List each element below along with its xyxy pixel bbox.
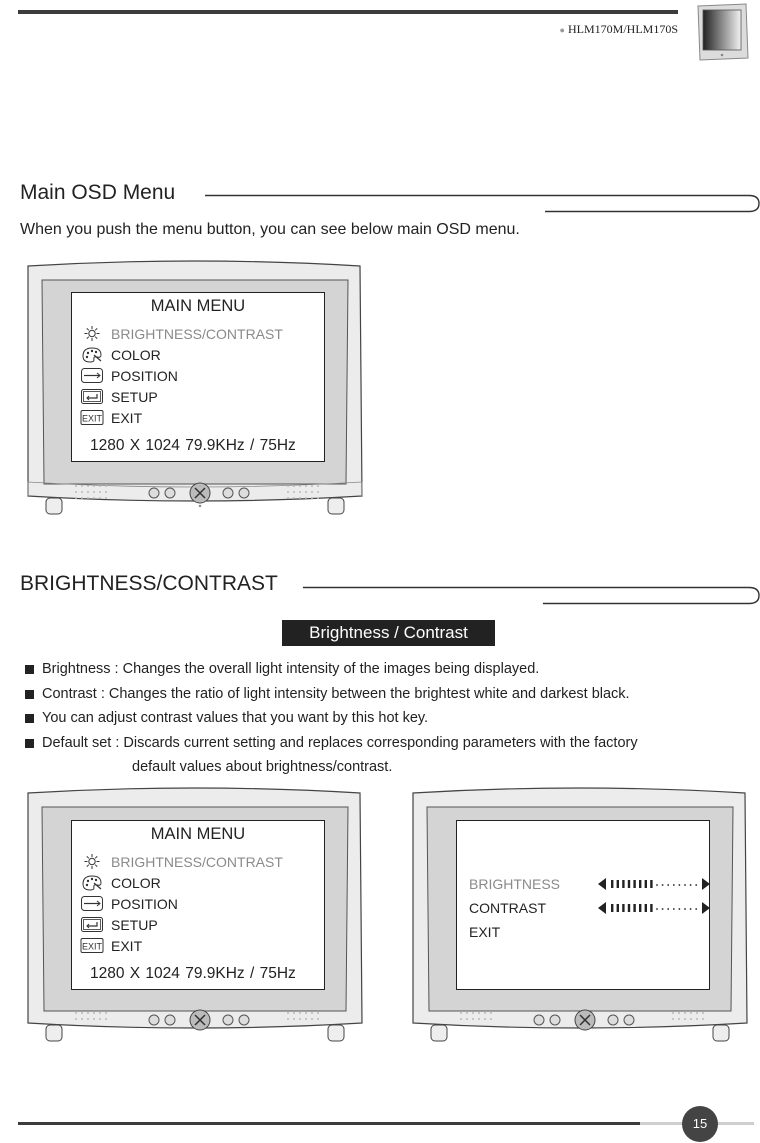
menu-item-label: SETUP bbox=[111, 916, 158, 933]
palette-icon bbox=[80, 346, 104, 363]
menu-item-label: COLOR bbox=[111, 346, 161, 363]
osd-title: MAIN MENU bbox=[150, 825, 246, 843]
palette-icon bbox=[80, 874, 104, 891]
slider-bar bbox=[622, 904, 624, 912]
slider-dot bbox=[690, 908, 692, 910]
list-item: Contrast : Changes the ratio of light intensity between the brightest white and darkest black. bbox=[24, 682, 744, 707]
menu-item-label: EXIT bbox=[111, 409, 143, 426]
slider-dot bbox=[667, 908, 669, 910]
footer-rule-light bbox=[714, 1122, 754, 1125]
heading-rule bbox=[303, 586, 760, 606]
slider-dot bbox=[679, 884, 681, 886]
menu-item-position[interactable] bbox=[80, 894, 178, 913]
menu-item-position[interactable] bbox=[80, 366, 178, 385]
svg-text:EXIT: EXIT bbox=[81, 941, 103, 952]
bullet-square-icon bbox=[25, 690, 34, 699]
slider-dot bbox=[695, 908, 697, 910]
menu-item-label: BRIGHTNESS/CONTRAST bbox=[111, 325, 283, 342]
model-label bbox=[560, 22, 678, 37]
slider-bar bbox=[639, 880, 641, 888]
slider-dot bbox=[662, 884, 664, 886]
brightness-icon bbox=[80, 853, 104, 870]
slider-bar bbox=[645, 880, 647, 888]
menu-item-label: POSITION bbox=[111, 895, 178, 912]
slider-bar bbox=[645, 904, 647, 912]
hotkey-badge: Brightness / Contrast bbox=[282, 620, 495, 646]
slider-right-arrow-icon bbox=[702, 878, 710, 890]
position-icon bbox=[80, 895, 104, 912]
feature-list bbox=[24, 657, 744, 780]
slider-bar bbox=[650, 904, 652, 912]
osd-main-menu bbox=[71, 292, 325, 462]
position-icon bbox=[80, 367, 104, 384]
slider-bar bbox=[611, 880, 613, 888]
menu-item-brightness-contrast[interactable] bbox=[80, 852, 283, 871]
menu-item-exit[interactable] bbox=[80, 408, 142, 427]
resolution-readout: 1280 X 1024 79.9KHz / 75Hz bbox=[90, 965, 296, 982]
slider-bar bbox=[617, 880, 619, 888]
slider-bar bbox=[633, 880, 635, 888]
menu-item-setup[interactable] bbox=[80, 915, 158, 934]
monitor-control-buttons bbox=[144, 1009, 254, 1035]
bullet-dot-icon: ● bbox=[559, 25, 565, 35]
contrast-slider[interactable] bbox=[598, 900, 710, 916]
section-heading-main-osd: Main OSD Menu bbox=[20, 181, 176, 204]
slider-dot bbox=[679, 908, 681, 910]
exit-icon bbox=[80, 409, 104, 426]
menu-item-label: BRIGHTNESS/CONTRAST bbox=[111, 853, 283, 870]
slider-right-arrow-icon bbox=[702, 902, 710, 914]
setup-icon bbox=[80, 916, 104, 933]
menu-item-setup[interactable] bbox=[80, 387, 158, 406]
exit-icon bbox=[80, 937, 104, 954]
menu-item-label: EXIT bbox=[111, 937, 143, 954]
list-item: Brightness : Changes the overall light intensity of the images being displayed. bbox=[24, 657, 744, 682]
osd-main-menu bbox=[71, 820, 325, 990]
slider-bar bbox=[639, 904, 641, 912]
menu-item-exit[interactable] bbox=[80, 936, 142, 955]
osd-title: MAIN MENU bbox=[150, 297, 246, 315]
page-number: 15 bbox=[682, 1106, 718, 1142]
intro-text: When you push the menu button, you can see below main OSD menu. bbox=[20, 221, 520, 238]
bullet-square-icon bbox=[25, 665, 34, 674]
slider-dot bbox=[673, 884, 675, 886]
svg-text:EXIT: EXIT bbox=[81, 413, 103, 424]
slider-dot bbox=[695, 884, 697, 886]
bc-label: CONTRAST bbox=[469, 900, 546, 916]
menu-item-brightness-contrast[interactable] bbox=[80, 324, 283, 343]
list-item: Default set : Discards current setting and replaces corresponding parameters with the factory bbox=[24, 731, 744, 756]
menu-item-color[interactable] bbox=[80, 345, 161, 364]
menu-item-color[interactable] bbox=[80, 873, 161, 892]
monitor-thumbnail-icon bbox=[694, 2, 750, 64]
model-text: HLM170M/HLM170S bbox=[567, 22, 678, 36]
slider-bar bbox=[622, 880, 624, 888]
monitor-control-buttons bbox=[144, 482, 254, 508]
brightness-icon bbox=[80, 325, 104, 342]
slider-bar bbox=[628, 904, 630, 912]
bc-label: EXIT bbox=[469, 924, 501, 940]
slider-dot bbox=[656, 884, 658, 886]
resolution-readout: 1280 X 1024 79.9KHz / 75Hz bbox=[90, 437, 296, 454]
slider-bar bbox=[617, 904, 619, 912]
bc-label: BRIGHTNESS bbox=[469, 876, 561, 892]
slider-dot bbox=[656, 908, 658, 910]
header-rule bbox=[18, 10, 678, 14]
bc-row-brightness[interactable] bbox=[469, 876, 709, 894]
list-item-continuation: default values about brightness/contrast. bbox=[132, 759, 393, 775]
menu-item-label: COLOR bbox=[111, 874, 161, 891]
slider-left-arrow-icon bbox=[598, 878, 606, 890]
monitor-control-buttons bbox=[529, 1009, 639, 1035]
monitor-main-menu-2 bbox=[26, 787, 363, 1044]
bullet-square-icon bbox=[25, 714, 34, 723]
slider-bar bbox=[650, 880, 652, 888]
slider-dot bbox=[684, 908, 686, 910]
slider-bar bbox=[628, 880, 630, 888]
bullet-square-icon bbox=[25, 739, 34, 748]
menu-item-label: POSITION bbox=[111, 367, 178, 384]
setup-icon bbox=[80, 388, 104, 405]
slider-dot bbox=[667, 884, 669, 886]
osd-brightness-contrast bbox=[456, 820, 710, 990]
section-heading-brightness-contrast: BRIGHTNESS/CONTRAST bbox=[20, 572, 278, 595]
slider-left-arrow-icon bbox=[598, 902, 606, 914]
monitor-main-menu bbox=[26, 260, 363, 517]
footer-rule bbox=[18, 1122, 640, 1125]
bc-row-contrast[interactable] bbox=[469, 900, 709, 918]
slider-dot bbox=[673, 908, 675, 910]
heading-rule bbox=[205, 194, 760, 214]
bc-row-exit[interactable] bbox=[469, 924, 500, 940]
slider-dot bbox=[690, 884, 692, 886]
slider-dot bbox=[662, 908, 664, 910]
slider-dot bbox=[684, 884, 686, 886]
monitor-brightness-contrast bbox=[411, 787, 748, 1044]
brightness-slider[interactable] bbox=[598, 876, 710, 892]
menu-item-label: SETUP bbox=[111, 388, 158, 405]
list-item: You can adjust contrast values that you want by this hot key. bbox=[24, 706, 744, 731]
slider-bar bbox=[611, 904, 613, 912]
slider-bar bbox=[633, 904, 635, 912]
